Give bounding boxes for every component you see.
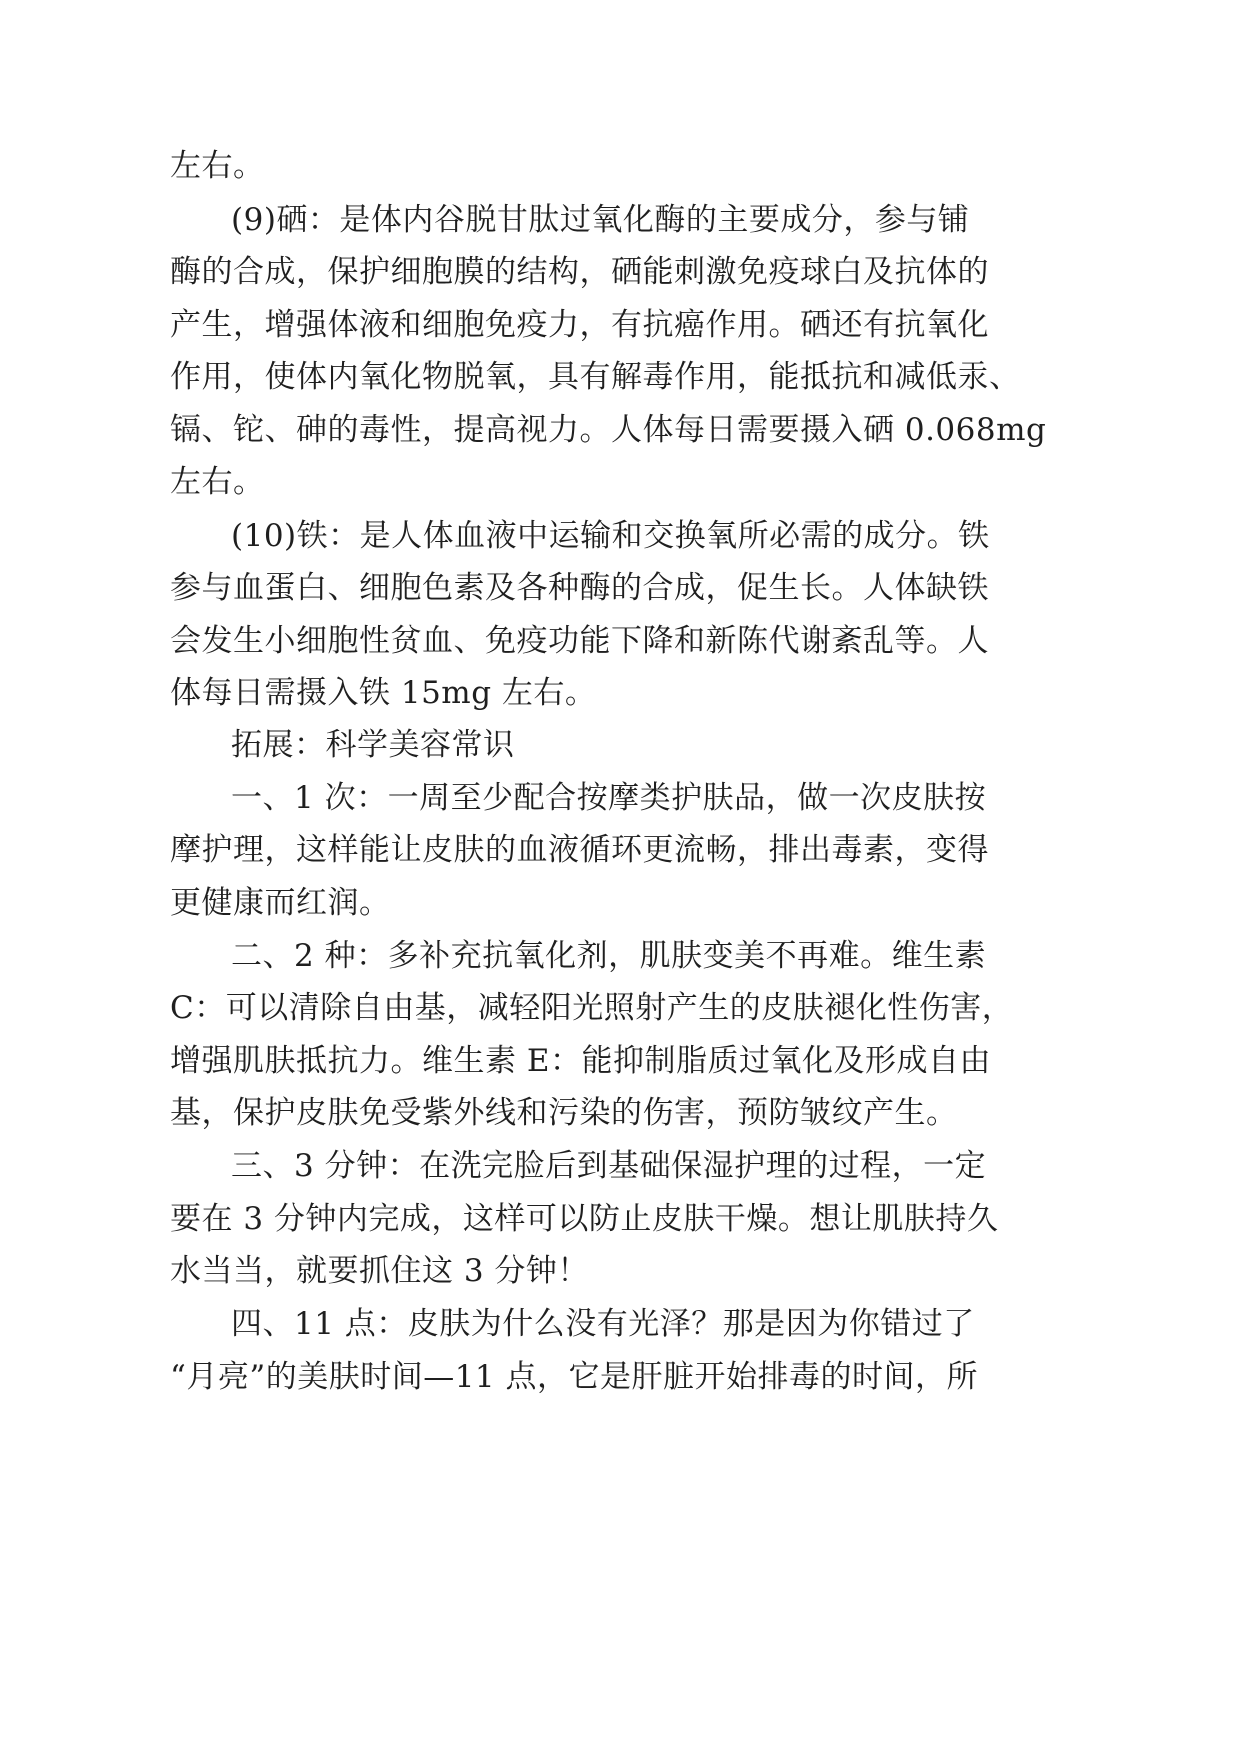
text-line: “月亮”的美肤时间—11 点，它是肝脏开始排毒的时间，所	[170, 1359, 978, 1395]
text-line: (9)硒：是体内谷脱甘肽过氧化酶的主要成分，参与铺	[231, 202, 970, 238]
text-line: 二、2 种：多补充抗氧化剂，肌肤变美不再难。维生素	[231, 938, 987, 974]
text-line: 摩护理，这样能让皮肤的血液循环更流畅，排出毒素，变得	[170, 832, 989, 868]
text-line: 参与血蛋白、细胞色素及各种酶的合成，促生长。人体缺铁	[170, 570, 989, 606]
text-line: 酶的合成，保护细胞膜的结构，硒能刺激免疫球白及抗体的	[170, 254, 989, 290]
text-line: 基，保护皮肤免受紫外线和污染的伤害，预防皱纹产生。	[170, 1095, 958, 1131]
text-line: 三、3 分钟：在洗完脸后到基础保湿护理的过程，一定	[231, 1148, 987, 1184]
text-line: 体每日需摄入铁 15mg 左右。	[170, 675, 597, 711]
text-line: 会发生小细胞性贫血、免疫功能下降和新陈代谢紊乱等。人	[170, 623, 989, 659]
text-line: 镉、铊、砷的毒性，提高视力。人体每日需要摄入硒 0.068mg	[170, 412, 1047, 448]
text-line: C：可以清除自由基，减轻阳光照射产生的皮肤褪化性伤害，	[170, 990, 1014, 1026]
text-line: 作用，使体内氧化物脱氧，具有解毒作用，能抵抗和减低汞、	[170, 359, 1021, 395]
text-line: 左右。	[170, 464, 265, 500]
text-line: 左右。	[170, 148, 265, 184]
text-line: (10)铁：是人体血液中运输和交换氧所必需的成分。铁	[231, 518, 990, 554]
text-line: 四、11 点：皮肤为什么没有光泽？那是因为你错过了	[231, 1306, 975, 1342]
text-line: 更健康而红润。	[170, 885, 391, 921]
text-line: 一、1 次：一周至少配合按摩类护肤品，做一次皮肤按	[231, 780, 987, 816]
section-heading: 拓展：科学美容常识	[231, 727, 515, 763]
text-line: 产生，增强体液和细胞免疫力，有抗癌作用。硒还有抗氧化	[170, 307, 989, 343]
text-line: 增强肌肤抵抗力。维生素 E：能抑制脂质过氧化及形成自由	[170, 1043, 991, 1079]
text-line: 要在 3 分钟内完成，这样可以防止皮肤干燥。想让肌肤持久	[170, 1201, 999, 1237]
text-line: 水当当，就要抓住这 3 分钟！	[170, 1253, 589, 1289]
